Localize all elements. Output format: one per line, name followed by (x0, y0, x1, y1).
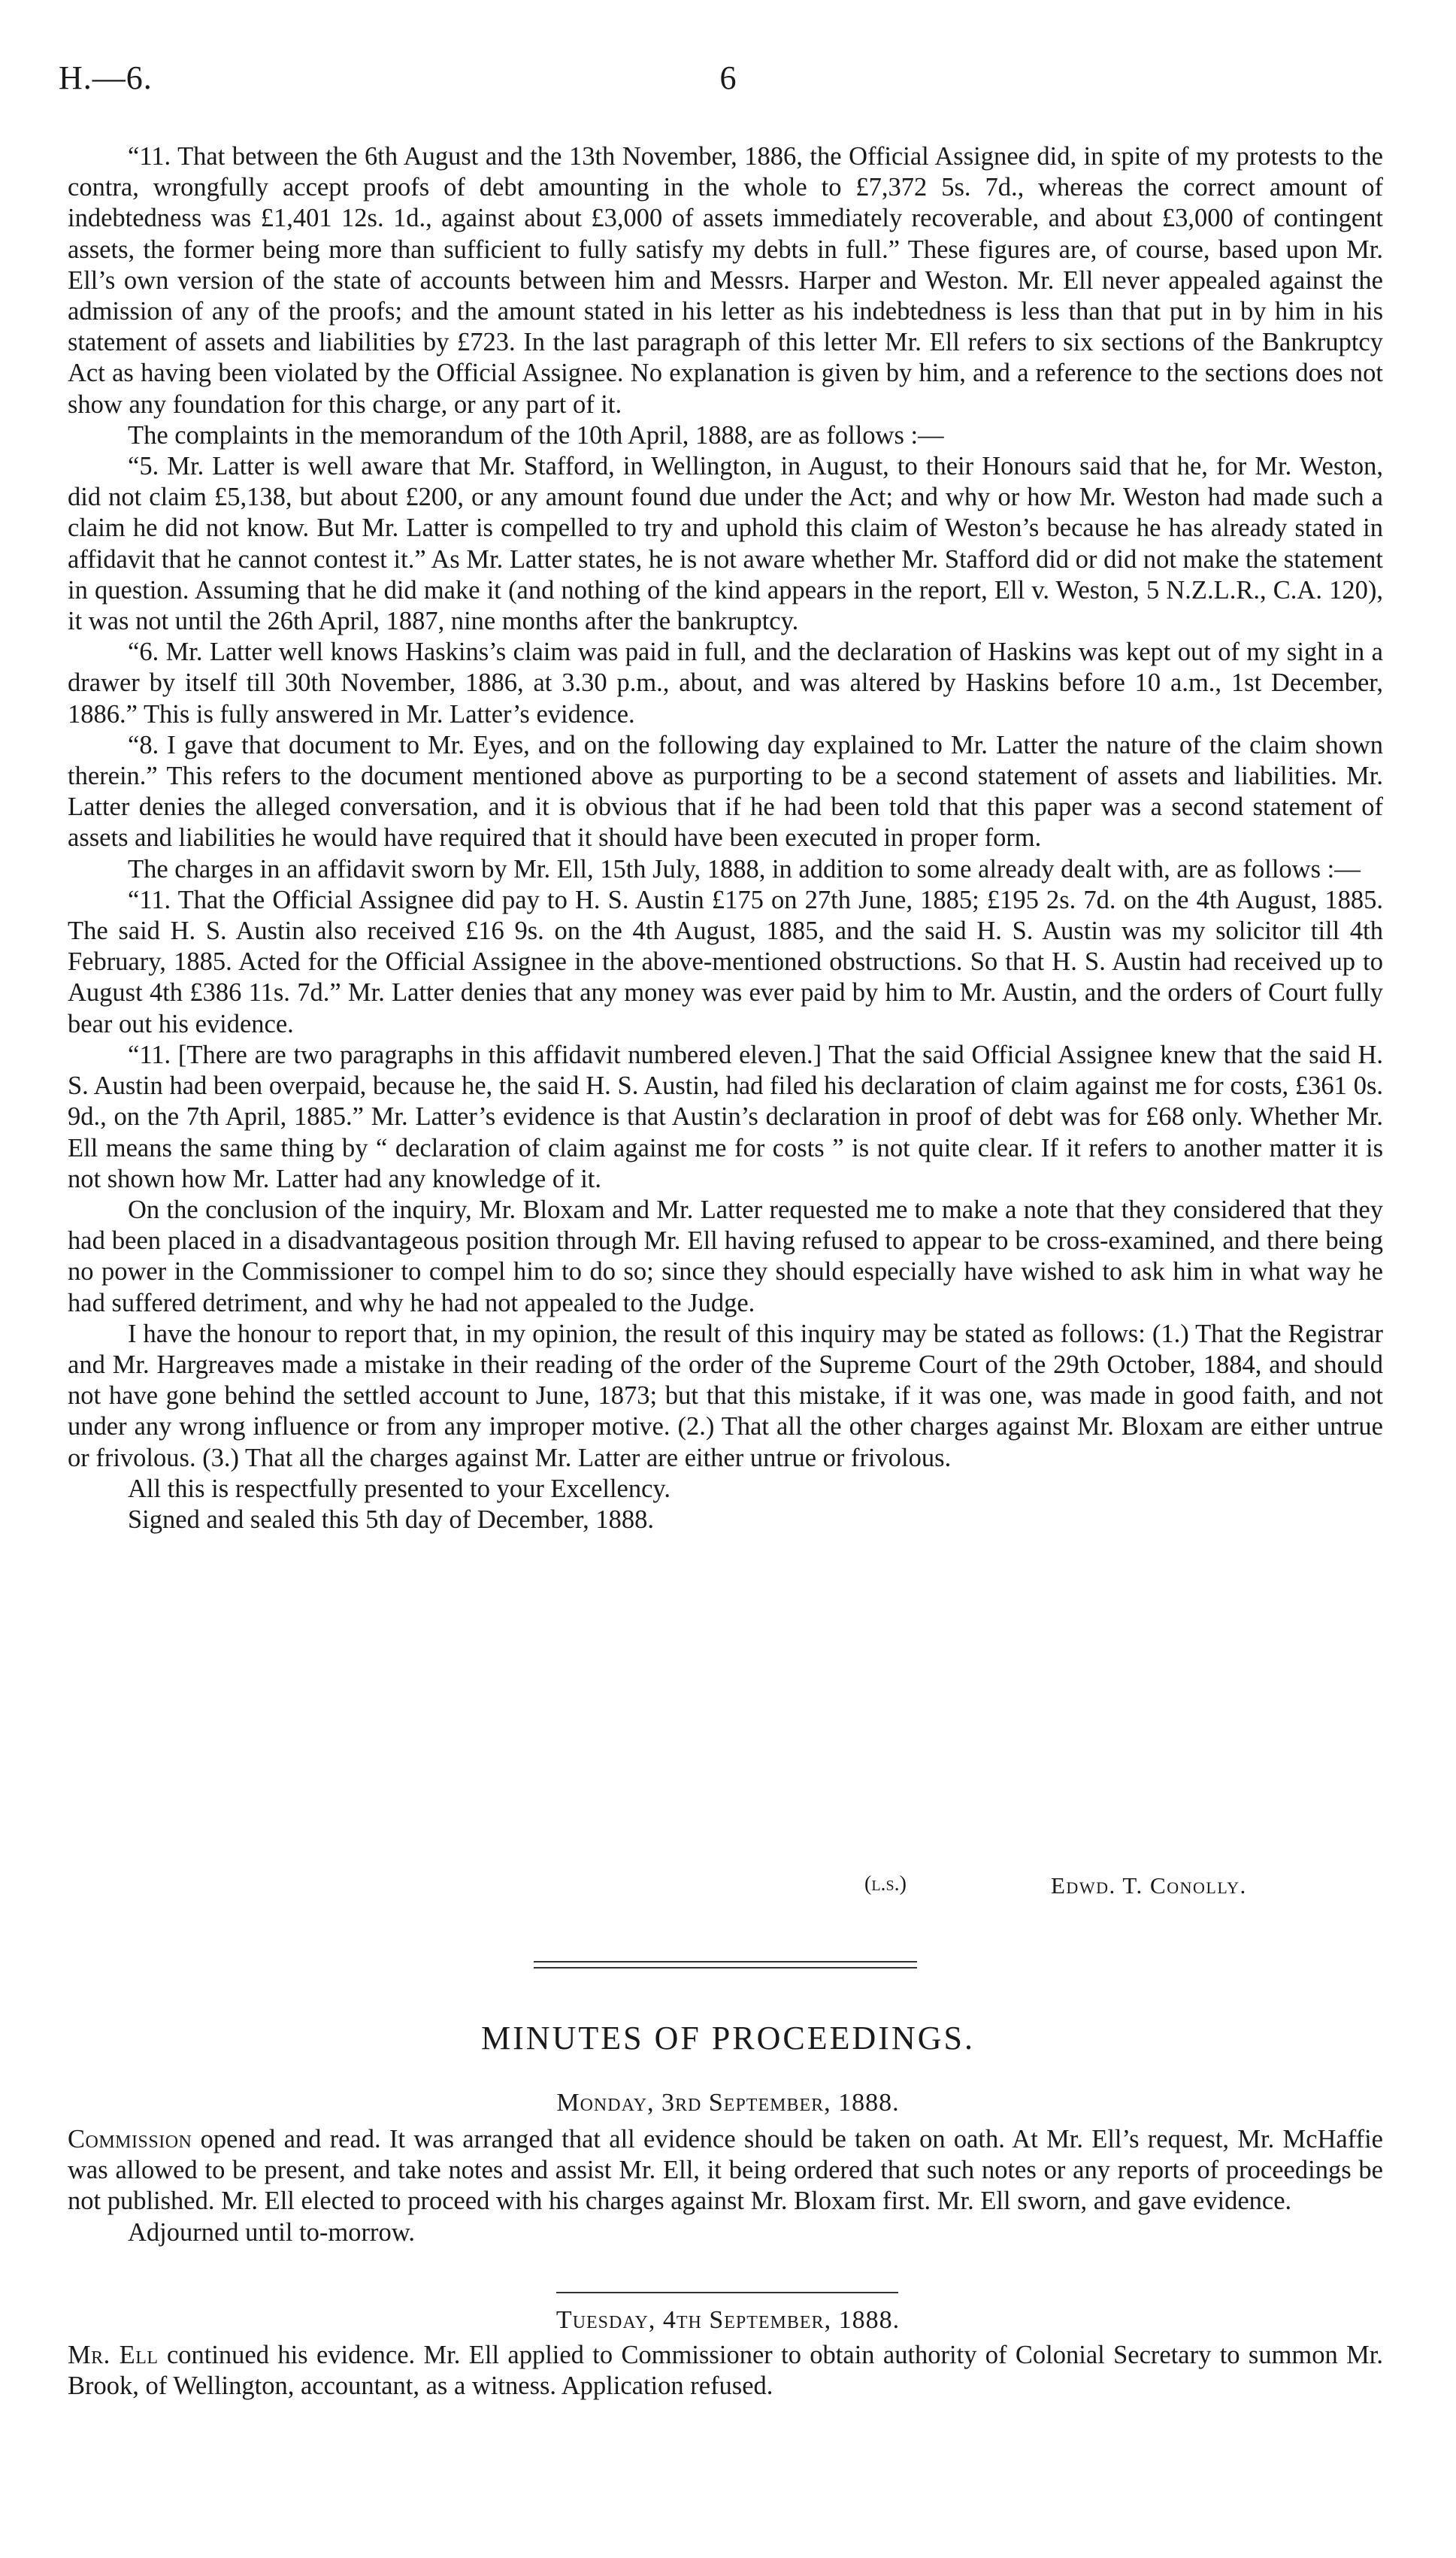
paragraph-charge-11: “11. That between the 6th August and the 13th November, 1886, the Official Assignee did, in spite of my protests to the contra, wrongfully accept proofs of debt amounting in the whole to £7,372 5s. 7d., whereas the correct amount of indebtedness was £1,401 12s. 1d., against about £3,000 of assets immediately recoverable, and about £3,000 of contingent assets, the former being more than sufficient to fully satisfy my debts in full.” These figures are, of course, based upon Mr. Ell’s own version of the state of accounts between him and Messrs. Harper and Weston. Mr. Ell never appealed against the admission of any of the proofs; and the amount stated in his letter as his indebtedness is less than that put in by him in his statement of assets and liabilities by £723. In the last paragraph of this letter Mr. Ell refers to six sections of the Bankruptcy Act as having been violated by the Official Assignee. No explanation is given by him, and a reference to the sections does not show any foundation for this charge, or any part of it. (68, 142, 1383, 419)
paragraph-affidavit-11a: “11. That the Official Assignee did pay to H. S. Austin £175 on 27th June, 1885; £195 2s. 7d. on the 4th August, 1885. The said H. S. Austin also received £16 9s. on the 4th August, 1885, and the said H. S. Austin was my solicitor till 4th February, 1885. Acted for the Official Assignee in the above-mentioned obstructions. So that H. S. Austin had received up to August 4th £386 11s. 7d.” Mr. Latter denies that any money was ever paid by him to Mr. Austin, and the orders of Court fully bear out his evidence. (68, 885, 1383, 1038)
page-header (59, 59, 1397, 111)
minutes-day1-text (68, 2124, 1383, 2217)
minutes-day1-adjourn: Adjourned until to-morrow. (128, 2217, 415, 2247)
signatory-name: Edwd. T. Conolly. (1051, 1872, 1247, 1899)
minutes-day2-body: continued his evidence. Mr. Ell applied to Commissioner to obtain authority of Colonial Secretary to summon Mr. Brook, of Wellington, accountant, as a witness. Application refused. (68, 2341, 1384, 2401)
minutes-day2-lead: Mr. Ell (68, 2341, 159, 2369)
page-number: 6 (719, 59, 737, 96)
minutes-divider (556, 2292, 898, 2293)
minutes-title: MINUTES OF PROCEEDINGS. (481, 2020, 975, 2056)
document-reference: H.—6. (59, 59, 153, 96)
paragraph-presented: All this is respectfully presented to your Excellency. (128, 1474, 671, 1503)
minutes-day1-lead: Commission (68, 2125, 192, 2153)
paragraph-conclusion: On the conclusion of the inquiry, Mr. Bloxam and Mr. Latter requested me to make a note that they considered that they had been placed in a disadvantageous position through Mr. Ell having refused to appear to be cross-examined, and there being no power in the Commissioner to compel him to do so; since they should especially have wished to ask him in what way he had suffered detriment, and why he had not appealed to the Judge. (68, 1195, 1383, 1317)
paragraph-charge-5: “5. Mr. Latter is well aware that Mr. Stafford, in Wellington, in August, to their Honours said that he, for Mr. Weston, did not claim £5,138, but about £200, or any amount found due under the Act; and why or how Mr. Weston had made such a claim he did not know. But Mr. Latter is compelled to try and uphold this claim of Weston’s because he has already stated in affidavit that he cannot contest it.” As Mr. Latter states, he is not aware whether Mr. Stafford did or did not make the statement in question. Assuming that he did make it (and nothing of the kind appears in the report, Ell v. Weston, 5 N.Z.L.R., C.A. 120), it was not until the 26th April, 1887, nine months after the bankruptcy. (68, 452, 1383, 636)
paragraph-signed: Signed and sealed this 5th day of December, 1888. (128, 1505, 654, 1534)
signature-line (0, 1872, 1456, 1905)
minutes-day1 (68, 2124, 1383, 2248)
paragraph-memorandum-intro: The complaints in the memorandum of the 10th April, 1888, are as follows :— (128, 420, 944, 450)
minutes-day2 (68, 2340, 1383, 2402)
minutes-date-tuesday: Tuesday, 4th September, 1888. (555, 2306, 901, 2334)
paragraph-affidavit-intro: The charges in an affidavit sworn by Mr. Ell, 15th July, 1888, in addition to some already dealt with, are as follows :— (128, 854, 1361, 883)
paragraph-affidavit-11b: “11. [There are two paragraphs in this affidavit numbered eleven.] That the said Official Assignee knew that the said H. S. Austin had been overpaid, because he, the said H. S. Austin, had filed his declaration of claim against me for costs, £361 0s. 9d., on the 7th April, 1885.” Mr. Latter’s evidence is that Austin’s declaration in proof of debt was for £68 only. Whether Mr. Ell means the same thing by “ declaration of claim against me for costs ” is not quite clear. If it refers to another matter it is not shown how Mr. Latter had any knowledge of it. (68, 1040, 1383, 1193)
seal-mark: (l.s.) (864, 1872, 907, 1896)
paragraph-charge-8: “8. I gave that document to Mr. Eyes, and on the following day explained to Mr. Latter the nature of the claim shown therein.” This refers to the document mentioned above as purporting to be a second statement of assets and liabilities. Mr. Latter denies the alleged conversation, and it is obvious that if he had been told that this paper was a second statement of assets and liabilities he would have required that it should have been executed in proper form. (68, 730, 1383, 853)
minutes-date-monday: Monday, 3rd September, 1888. (556, 2089, 900, 2117)
section-divider (534, 1961, 917, 1970)
paragraph-charge-6: “6. Mr. Latter well knows Haskins’s claim was paid in full, and the declaration of Haskins was kept out of my sight in a drawer by itself till 30th November, 1886, at 3.30 p.m., about, and was altered by Haskins before 10 a.m., 1st December, 1886.” This is fully answered in Mr. Latter’s evidence. (68, 638, 1383, 729)
paragraph-findings: I have the honour to report that, in my opinion, the result of this inquiry may be stated as follows: (1.) That the Registrar and Mr. Hargreaves made a mistake in their reading of the order of the Supreme Court of the 29th October, 1884, and should not have gone behind the settled account to June, 1873; but that this mistake, if it was one, was made in good faith, and not under any wrong influence or from any improper motive. (2.) That all the other charges against Mr. Bloxam are either untrue or frivolous. (3.) That all the charges against Mr. Latter are either untrue or frivolous. (68, 1319, 1383, 1472)
report-body (68, 141, 1383, 1535)
minutes-day1-body: opened and read. It was arranged that all evidence should be taken on oath. At Mr. Ell’s request, Mr. McHaffie was allowed to be present, and take notes and assist Mr. Ell, it being ordered that such notes or any reports of proceedings be not published. Mr. Ell elected to proceed with his charges against Mr. Bloxam first. Mr. Ell sworn, and gave evidence. (68, 2125, 1383, 2216)
minutes-day2-text (68, 2340, 1383, 2402)
